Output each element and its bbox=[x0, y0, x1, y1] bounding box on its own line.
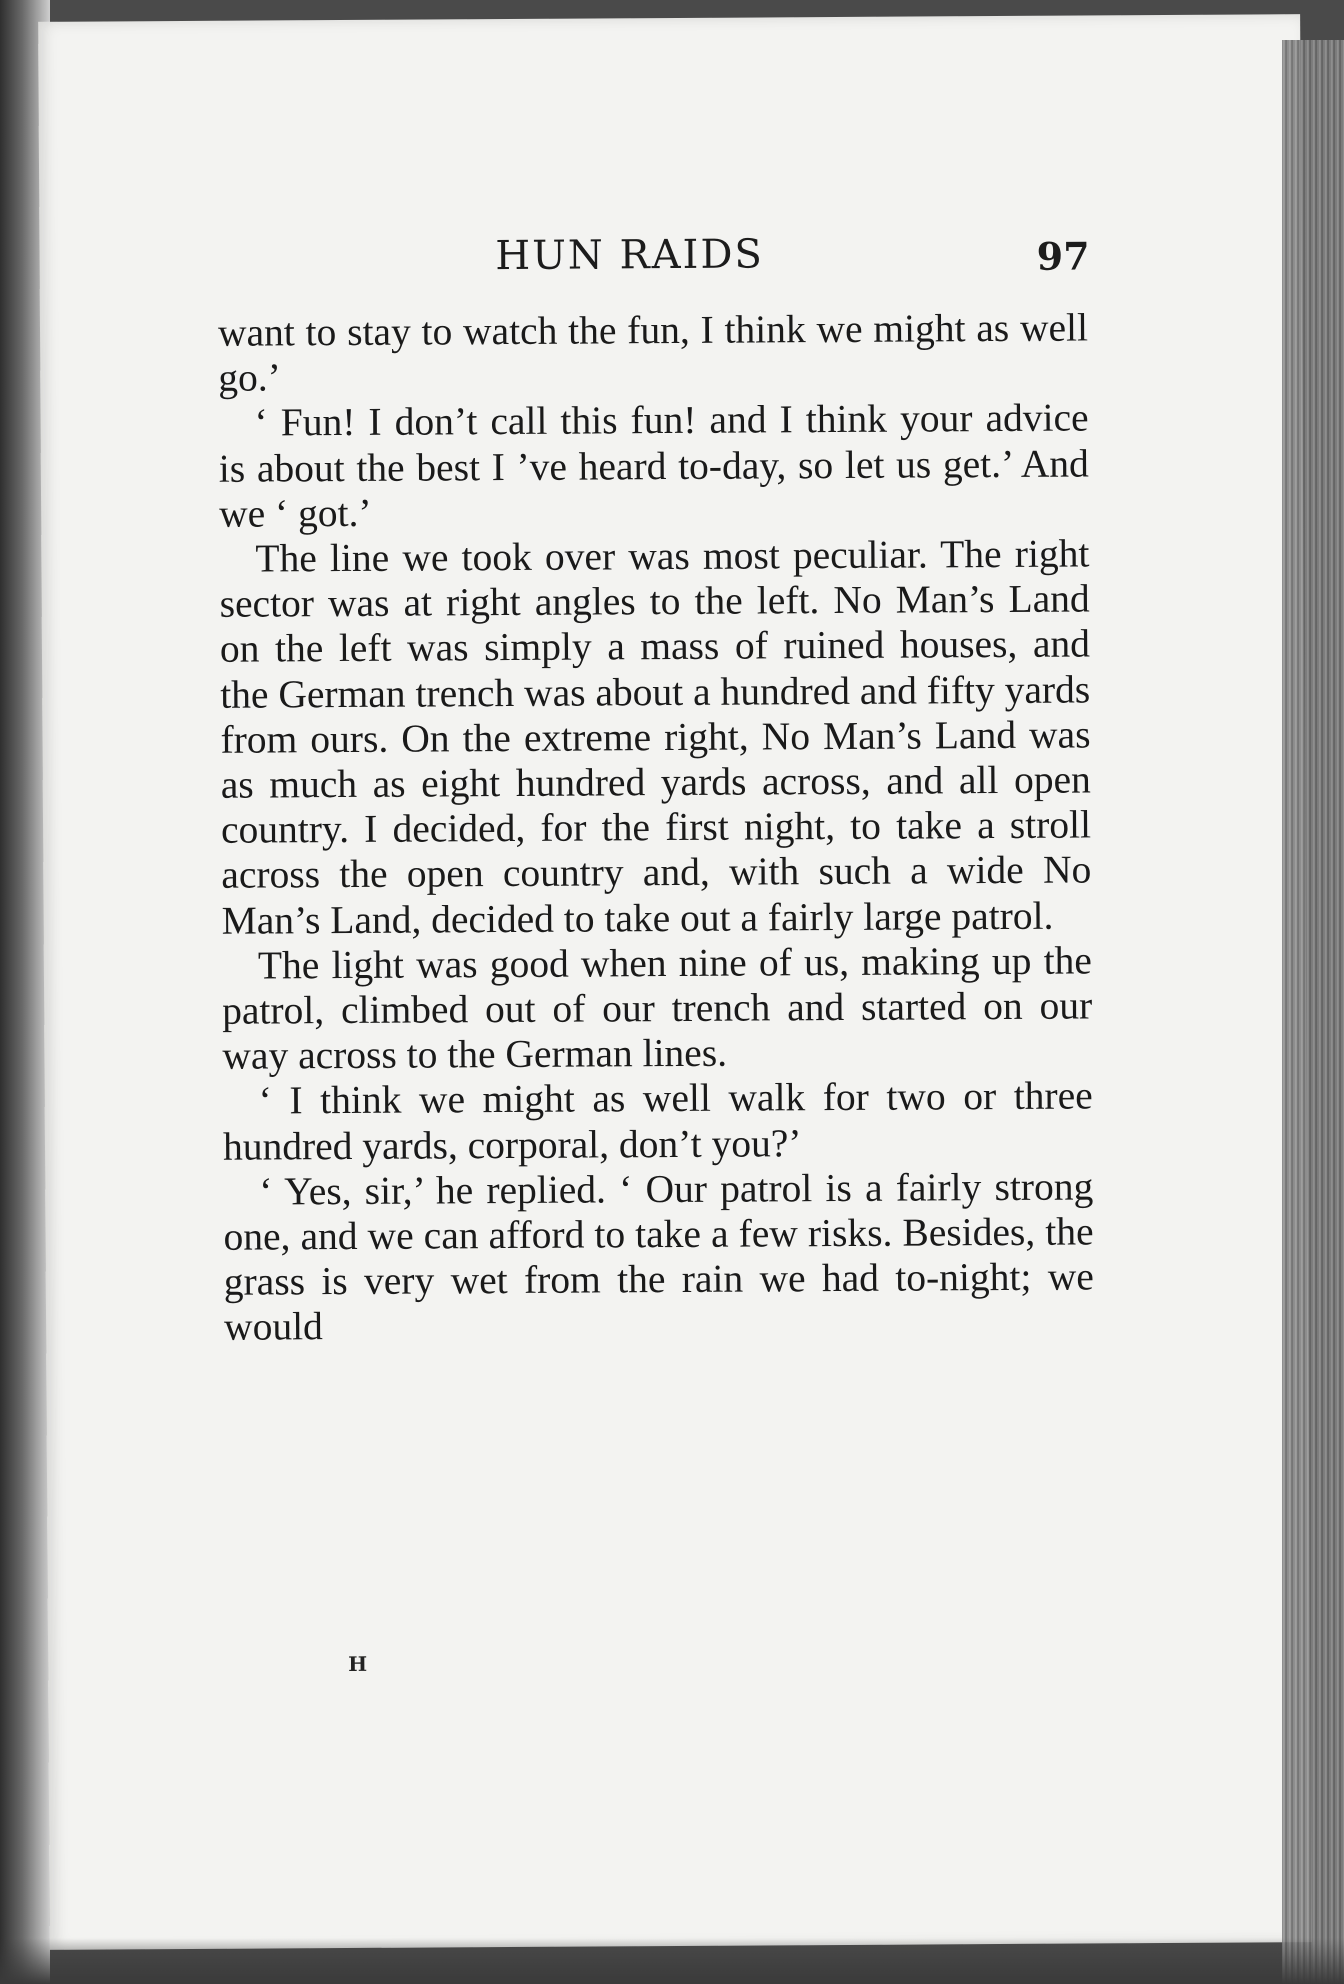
paragraph-3: The line we took over was most peculiar. The right sector was at right angles to the left. No Man’s Land on the left was simply a mass of ruined houses, and the German trench was about a hundred and fifty yards from ours. On the extreme right, No Man’s Land was as much as eight hundred yards across, and all open country. I decided, for the first night, to take a stroll across the open country and, with such a wide No Man’s Land, decided to take out a fairly large patrol. bbox=[219, 531, 1092, 943]
body-text bbox=[218, 305, 1094, 1350]
page-number: 97 bbox=[1036, 233, 1090, 279]
bottom-shadow bbox=[0, 1938, 1344, 1984]
running-title: HUN RAIDS bbox=[495, 231, 764, 280]
page-sheet bbox=[38, 14, 1312, 1950]
paragraph-4: The light was good when nine of us, making up the patrol, climbed out of our trench and started on our way across to the German lines. bbox=[222, 938, 1093, 1079]
paragraph-2: ‘ Fun! I don’t call this fun! and I think your advice is about the best I ’ve heard to-day, so let us get.’ And we ‘ got.’ bbox=[218, 395, 1089, 536]
paragraph-5: ‘ I think we might as well walk for two or three hundred yards, corporal, don’t you?’ bbox=[222, 1073, 1093, 1169]
running-head bbox=[169, 225, 1089, 291]
paragraph-6: ‘ Yes, sir,’ he replied. ‘ Our patrol is a fairly strong one, and we can afford to take a few risks. Besides, the grass is very wet from the rain we had to-night; we would bbox=[223, 1164, 1094, 1350]
right-page-edge bbox=[1282, 40, 1344, 1984]
paragraph-1: want to stay to watch the fun, I think we might as well go.’ bbox=[217, 305, 1089, 400]
signature-mark: H bbox=[348, 1651, 369, 1677]
